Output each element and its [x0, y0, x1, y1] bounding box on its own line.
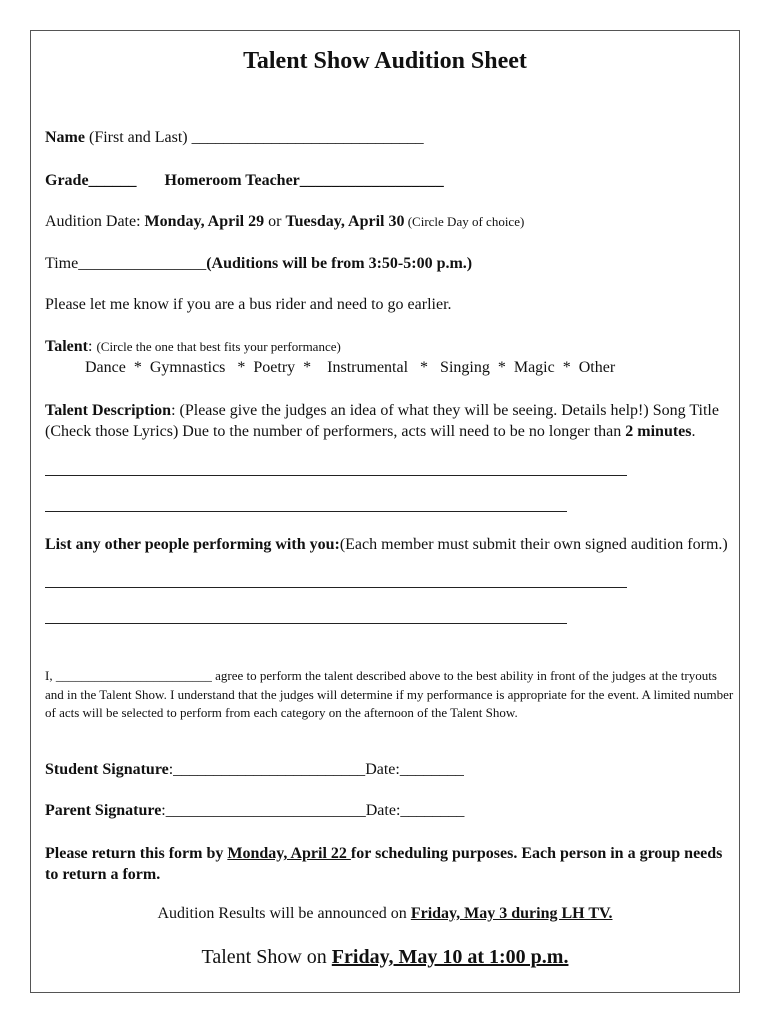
audition-date-row: Audition Date: Monday, April 29 or Tuesday, April 30 (Circle Day of choice): [45, 213, 525, 230]
parent-signature-blank[interactable]: :_________________________: [161, 802, 366, 819]
homeroom-teacher-field[interactable]: Homeroom Teacher__________________: [164, 172, 444, 189]
student-signature-row[interactable]: Student Signature:________________________Date:________: [45, 761, 464, 778]
talent-description: Talent Description: (Please give the judges an idea of what they will be seeing. Details help!) Song Title (Check those Lyrics) Due to the number of performers, acts will need to be no longer than 2 minutes.: [45, 402, 719, 440]
name-field[interactable]: Name (First and Last) _____________________________: [45, 129, 424, 146]
agreement-paragraph: I, ________________________ agree to perform the talent described above to the best ability in front of the judges at the tryouts and in the Talent Show. I understand that the judges will determine if my performance is appropriate for the event. A limited number of acts will be selected to perform from each category on the afternoon of the Talent Show.: [45, 668, 734, 720]
time-field[interactable]: Time________________(Auditions will be from 3:50-5:00 p.m.): [45, 255, 473, 272]
description-line-1[interactable]: [45, 475, 627, 476]
student-date-blank[interactable]: ________: [399, 761, 464, 778]
time-blank[interactable]: ________________: [78, 255, 207, 272]
student-signature-blank[interactable]: :________________________: [168, 761, 366, 778]
parent-date-blank[interactable]: ________: [400, 802, 465, 819]
grade-field[interactable]: Grade______: [45, 172, 137, 189]
audition-day-monday[interactable]: Monday, April 29: [144, 213, 265, 230]
name-label: Name: [45, 129, 85, 146]
name-blank[interactable]: _____________________________: [191, 129, 424, 146]
performers-line-1[interactable]: [45, 587, 627, 588]
bus-note: Please let me know if you are a bus rider and need to go earlier.: [45, 296, 452, 313]
grade-teacher-row: [45, 171, 444, 191]
talent-heading: Talent: (Circle the one that best fits your performance): [45, 338, 341, 355]
audition-day-tuesday[interactable]: Tuesday, April 30: [285, 213, 405, 230]
description-line-2[interactable]: [45, 511, 567, 512]
return-note: Please return this form by Monday, April 22 for scheduling purposes. Each person in a group needs to return a form.: [45, 845, 723, 883]
parent-signature-row[interactable]: Parent Signature:_________________________Date:________: [45, 802, 465, 819]
results-announcement: Audition Results will be announced on Friday, May 3 during LH TV.: [157, 905, 613, 922]
talent-options[interactable]: Dance * Gymnastics * Poetry * Instrumental * Singing * Magic * Other: [85, 359, 616, 376]
performers-line-2[interactable]: [45, 623, 567, 624]
agreement-name-blank[interactable]: I, ________________________: [45, 668, 216, 683]
talent-show-date: Talent Show on Friday, May 10 at 1:00 p.m.: [201, 946, 569, 968]
page-title: Talent Show Audition Sheet: [243, 48, 527, 74]
other-performers: List any other people performing with you:(Each member must submit their own signed audition form.): [45, 536, 728, 553]
